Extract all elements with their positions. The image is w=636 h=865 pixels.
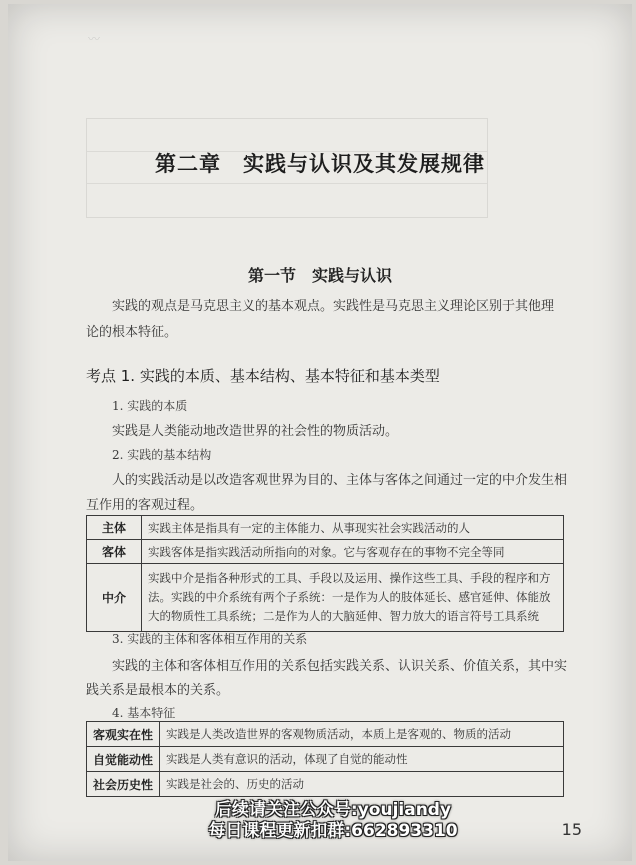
- table-key: 中介: [87, 564, 142, 632]
- table-key: 主体: [87, 516, 142, 540]
- intro-paragraph: 实践的观点是马克思主义的基本观点。实践性是马克思主义理论区别于其他理论的根本特征。: [86, 299, 555, 340]
- chapter-title: 第二章 实践与认识及其发展规律: [155, 152, 485, 176]
- table-value: 实践是人类改造世界的客观物质活动，本质上是客观的、物质的活动: [160, 722, 564, 747]
- table-value: 实践是社会的、历史的活动: [160, 772, 564, 797]
- item4-heading: 4. 基本特征: [112, 706, 176, 720]
- practice-structure-table: [86, 515, 564, 632]
- table-row: [87, 540, 564, 564]
- page-number: 15: [561, 820, 582, 839]
- table-key: 客体: [87, 540, 142, 564]
- watermark-line1: 后续请关注公众号:youjiandy: [214, 800, 452, 820]
- table-key: 自觉能动性: [87, 747, 160, 772]
- item2-text-line1: 人的实践活动是以改造客观世界为目的、主体与客体之间通过一定的中介发生相: [112, 473, 568, 488]
- table-key: 社会历史性: [87, 772, 160, 797]
- table-value: 实践主体是指具有一定的主体能力、从事现实社会实践活动的人: [142, 516, 564, 540]
- table-row: [87, 747, 564, 772]
- exam-point-heading: 考点 1. 实践的本质、基本结构、基本特征和基本类型: [86, 367, 440, 385]
- item3-text-line2: 践关系是最根本的关系。: [86, 683, 230, 698]
- table-row: [87, 722, 564, 747]
- book-page: [8, 4, 632, 861]
- section-title: 第一节 实践与认识: [247, 266, 392, 285]
- item1-heading: 1. 实践的本质: [112, 399, 188, 413]
- practice-features-table: [86, 721, 564, 797]
- table-value: 实践中介是指各种形式的工具、手段以及运用、操作这些工具、手段的程序和方法。实践的中介系统有两个子系统：一是作为人的肢体延长、感官延伸、体能放大的物质性工具系统；二是作为人的大脑延伸、智力放大的语言符号工具系统: [142, 564, 564, 632]
- item2-heading: 2. 实践的基本结构: [112, 448, 212, 462]
- item3-text-line1: 实践的主体和客体相互作用的关系包括实践关系、认识关系、价值关系，其中实: [112, 659, 568, 674]
- header-mark: 〰: [88, 32, 101, 46]
- watermark-overlay: [183, 800, 483, 842]
- table-value: 实践客体是指实践活动所指向的对象。它与客观存在的事物不完全等同: [142, 540, 564, 564]
- table-row: [87, 564, 564, 632]
- item3-heading: 3. 实践的主体和客体相互作用的关系: [112, 632, 308, 646]
- item1-text: 实践是人类能动地改造世界的社会性的物质活动。: [112, 424, 399, 439]
- watermark-line2: 每日课程更新扣群:662893310: [208, 821, 458, 841]
- table-row: [87, 772, 564, 797]
- item2-text-line2: 互作用的客观过程。: [86, 498, 204, 513]
- table-value: 实践是人类有意识的活动，体现了自觉的能动性: [160, 747, 564, 772]
- table-row: [87, 516, 564, 540]
- table-key: 客观实在性: [87, 722, 160, 747]
